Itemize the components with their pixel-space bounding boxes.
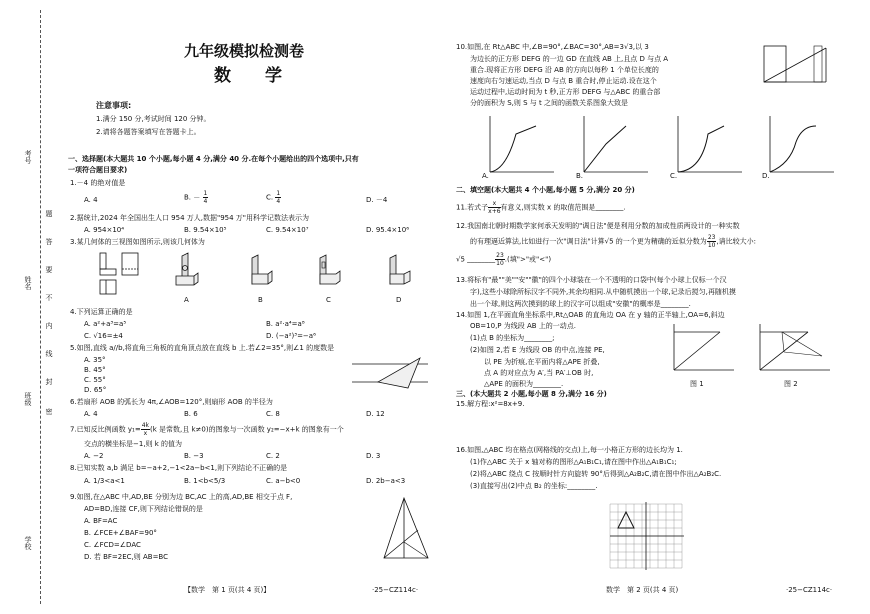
q3-option-a-solid bbox=[172, 252, 202, 292]
q10-option-b: B. bbox=[576, 172, 584, 180]
seal-word: 题 bbox=[45, 210, 53, 217]
page2-footer: 数学 第 2 页(共 4 页) bbox=[606, 586, 679, 594]
q4-option-c: C. √16=±4 bbox=[84, 332, 123, 340]
subject-title: 数 学 bbox=[214, 66, 282, 86]
fraction-numerator: 23 bbox=[496, 252, 504, 259]
q8-option-a: A. 1/3<a<1 bbox=[84, 477, 125, 485]
q2-option-a: A. 954×10⁴ bbox=[84, 226, 125, 234]
q6-option-b: B. 6 bbox=[184, 410, 198, 418]
q10-option-c-graph bbox=[664, 114, 744, 180]
seal-word: 内 bbox=[45, 322, 53, 329]
notice-title: 注意事项: bbox=[96, 101, 132, 110]
q8-option-b: B. 1<b<5/3 bbox=[184, 477, 226, 485]
q5-stem: 5.如图,直线 a//b,将直角三角板的直角顶点放在直线 b 上.若∠2=35°,则∠1 的度数是 bbox=[70, 344, 335, 352]
q14-line3: (1)点 B 的坐标为________; bbox=[470, 334, 555, 342]
fraction-numerator: x bbox=[488, 200, 500, 208]
q10-line2: 为边长的正方形 DEFG 的一边 GD 在直线 AB 上,且点 D 与点 A bbox=[470, 55, 669, 63]
q14-line5: 以 PE 为折痕,在平面内将△APE 折叠, bbox=[484, 358, 600, 366]
q11-stem: 11.若式子 $\frac{x}{x+6}$ 有意义,则实数 x 的取值范围是________. bbox=[456, 200, 626, 215]
section1-header-cont: 一项符合题目要求) bbox=[68, 166, 128, 174]
notice-1: 1.满分 150 分,考试时间 120 分钟。 bbox=[96, 115, 211, 123]
q5-option-c: C. 55° bbox=[84, 376, 106, 384]
q10-option-d: D. bbox=[762, 172, 770, 180]
q2-option-d: D. 95.4×10⁶ bbox=[366, 226, 410, 234]
q10-option-a-graph bbox=[476, 114, 556, 180]
class-label: 班级 bbox=[24, 392, 32, 406]
q6-option-a: A. 4 bbox=[84, 410, 98, 418]
q7-option-a: A. −2 bbox=[84, 452, 104, 460]
q8-option-d: D. 2b−a<3 bbox=[366, 477, 406, 485]
q4-option-b: B. a²·a⁴=a⁸ bbox=[266, 320, 305, 328]
q7-option-c: C. 2 bbox=[266, 452, 280, 460]
page2-code: ·25−CZ114c· bbox=[786, 586, 833, 594]
q10-option-c: C. bbox=[670, 172, 678, 180]
q16-line1: 16.如图,△ABC 均在格点(网格线的交点)上,每一小格正方形的边长均为 1. bbox=[456, 446, 683, 454]
q2-option-b: B. 9.54×10⁵ bbox=[184, 226, 227, 234]
q14-line6: 点 A 的对应点为 A′,当 PA′⊥OB 时, bbox=[484, 369, 594, 377]
q6-option-d: D. 12 bbox=[366, 410, 385, 418]
q13-line2: 字),这些小球除所标汉字不同外,其余均相同.从中随机摸出一个球,记录后搅匀,再随机摸 bbox=[470, 288, 736, 296]
binding-line bbox=[40, 10, 41, 604]
q14-figure-2 bbox=[752, 322, 832, 374]
q13-line1: 13.将标有"最""美""安""徽"的四个小球装在一个不透明的口袋中(每个小球上仅标一个汉 bbox=[456, 276, 727, 284]
q8-stem: 8.已知实数 a,b 满足 b=−a+2,−1<2a−b<1,则下列结论不正确的是 bbox=[70, 464, 288, 472]
q2-stem: 2.据统计,2024 年全国出生人口 954 万人,数据"954 万"用科学记数法表示为 bbox=[70, 214, 310, 222]
q5-parallel-lines-figure bbox=[350, 352, 430, 392]
seal-word: 密 bbox=[45, 408, 53, 415]
q1-option-b: B. － $\frac{1}{4}$ bbox=[184, 190, 208, 205]
q16-line4: (3)直接写出(2)中点 B₂ 的坐标:________. bbox=[470, 482, 598, 490]
q14-line2: OB=10,P 为线段 AB 上的一动点. bbox=[470, 322, 577, 330]
q5-option-a: A. 35° bbox=[84, 356, 106, 364]
q1-option-d: D. －4 bbox=[366, 196, 388, 204]
q10-option-b-graph bbox=[570, 114, 650, 180]
q10-square-triangle-figure bbox=[756, 40, 830, 92]
school-label: 学校 bbox=[24, 536, 32, 550]
q8-option-c: C. a−b<0 bbox=[266, 477, 301, 485]
q3-option-d: D bbox=[396, 296, 402, 304]
seal-word: 线 bbox=[45, 350, 53, 357]
q9-option-d: D. 若 BF=2EC,则 AB=BC bbox=[84, 553, 168, 561]
q16-line2: (1)作△ABC 关于 x 轴对称的图形△A₁B₁C₁,请在图中作出△A₁B₁C₁; bbox=[470, 458, 677, 466]
q2-option-c: C. 9.54×10⁷ bbox=[266, 226, 309, 234]
q16-line3: (2)将△ABC 绕点 C 按顺时针方向旋转 90°后得到△A₂B₂C,请在图中作出△A₂B₂C. bbox=[470, 470, 722, 478]
q14-fig1-caption: 图 1 bbox=[690, 380, 704, 388]
q4-option-a: A. a²+a³=a⁵ bbox=[84, 320, 127, 328]
q7-option-d: D. 3 bbox=[366, 452, 381, 460]
section2-header: 二、填空题(本大题共 4 个小题,每小题 5 分,满分 20 分) bbox=[456, 186, 635, 194]
fraction-denominator: 10 bbox=[707, 242, 716, 249]
fraction-denominator: 10 bbox=[496, 260, 504, 267]
fraction-numerator: 1 bbox=[276, 190, 281, 197]
q12-line2: 的有理逼近算法,比如进行一次"调日法"计算√5 的一个更为精确的近似分数为 $\frac{23}{10}$ ,请比较大小: bbox=[470, 234, 757, 249]
q3-stem: 3.某几何体的三视图如图所示,则该几何体为 bbox=[70, 238, 205, 246]
q10-line6: 分的面积为 S,则 S 与 t 之间的函数关系图象大致是 bbox=[470, 99, 628, 107]
fraction-denominator: 4 bbox=[203, 198, 208, 205]
seal-word: 要 bbox=[45, 266, 53, 273]
q3-three-views-figure bbox=[96, 250, 146, 296]
q5-option-b: B. 45° bbox=[84, 366, 106, 374]
notice-2: 2.请将各题答案填写在答题卡上。 bbox=[96, 128, 201, 136]
q9-option-b: B. ∠FCE+∠BAF=90° bbox=[84, 529, 157, 537]
q3-option-d-solid bbox=[384, 252, 414, 292]
q14-line1: 14.如图 1,在平面直角坐标系中,Rt△OAB 的直角边 OA 在 y 轴的正半轴上,OA=6,斜边 bbox=[456, 311, 725, 319]
q16-grid-figure bbox=[606, 500, 686, 572]
q13-line3: 出一个球,则这两次摸到的球上的汉字可以组成"安徽"的概率是________. bbox=[470, 300, 691, 308]
fraction-denominator: 4 bbox=[276, 198, 281, 205]
page1-footer: 【数学 第 1 页(共 4 页)】 bbox=[184, 586, 271, 594]
fraction-numerator: 23 bbox=[707, 234, 716, 241]
q9-option-c: C. ∠FCD=∠DAC bbox=[84, 541, 141, 549]
fraction-numerator: 4k bbox=[141, 422, 150, 429]
q4-option-d: D. (−a²)³=−a⁶ bbox=[266, 332, 316, 340]
q6-option-c: C. 8 bbox=[266, 410, 280, 418]
q10-option-a: A. bbox=[482, 172, 489, 180]
q10-line5: 运动过程中,运动时间为 t 秒,正方形 DEFG 与△ABC 的重合部 bbox=[470, 88, 661, 96]
seal-word: 封 bbox=[45, 378, 53, 385]
q14-line7: △APE 的面积为________. bbox=[484, 380, 564, 388]
q10-option-d-graph bbox=[756, 114, 836, 180]
q3-option-c: C bbox=[326, 296, 331, 304]
q1-option-c: C. $\frac{1}{4}$ bbox=[266, 190, 281, 205]
q10-line1: 10.如图,在 Rt△ABC 中,∠B=90°,∠BAC=30°,AB=3√3,以 3 bbox=[456, 43, 649, 51]
q10-line3: 重合.现将正方形 DEFG 沿 AB 的方向以每秒 1 个单位长度的 bbox=[470, 66, 659, 74]
q5-option-d: D. 65° bbox=[84, 386, 107, 394]
q9-triangle-figure bbox=[378, 494, 434, 564]
q14-line4: (2)如图 2,若 E 为线段 OB 的中点,连接 PE, bbox=[470, 346, 605, 354]
q14-figure-1 bbox=[666, 322, 736, 374]
q9-option-a: A. BF=AC bbox=[84, 517, 118, 525]
name-label: 姓名 bbox=[24, 276, 32, 290]
fraction-denominator: x+6 bbox=[488, 208, 501, 215]
q12-line3: √5 ________ $\frac{23}{10}$ .(填">"或"<") bbox=[456, 252, 552, 267]
q1-option-a: A. 4 bbox=[84, 196, 98, 204]
q3-option-a: A bbox=[184, 296, 189, 304]
q3-option-b-solid bbox=[246, 252, 276, 292]
q7-option-b: B. −3 bbox=[184, 452, 204, 460]
q15-stem: 15.解方程:x²=8x+9. bbox=[456, 400, 525, 408]
q3-option-b: B bbox=[258, 296, 263, 304]
fraction-numerator: 1 bbox=[203, 190, 208, 197]
exam-title: 九年级模拟检测卷 bbox=[184, 42, 305, 60]
q7-stem: 7.已知反比例函数 y₁= $\frac{4k}{x}$ (k 是常数,且 k≠0)的图象与一次函数 y₂=−x+k 的图象有一个 bbox=[70, 422, 344, 437]
fraction-denominator: x bbox=[143, 430, 148, 437]
q4-stem: 4.下列运算正确的是 bbox=[70, 308, 133, 316]
seal-word: 答 bbox=[45, 238, 53, 245]
seal-word: 不 bbox=[45, 294, 53, 301]
q3-option-c-solid bbox=[314, 252, 344, 292]
q12-line1: 12.我国南北朝时期数学家何承天发明的"调日法"便是利用分数的加成性质两设计的一种实数 bbox=[456, 222, 740, 230]
section1-header: 一、选择题(本大题共 10 个小题,每小题 4 分,满分 40 分.在每个小题给出的四个选项中,只有 bbox=[68, 155, 359, 163]
exam-no-label: 考号 bbox=[24, 150, 32, 164]
q9-stem-cont: AD=BD,连接 CF,则下列结论错误的是 bbox=[84, 505, 203, 513]
q6-stem: 6.若扇形 AOB 的弧长为 4π,∠AOB=120°,则扇形 AOB 的半径为 bbox=[70, 398, 273, 406]
q9-stem: 9.如图,在△ABC 中,AD,BE 分别为边 BC,AC 上的高,AD,BE 相交于点 F, bbox=[70, 493, 293, 501]
section3-header: 三、(本大题共 2 小题,每小题 8 分,满分 16 分) bbox=[456, 390, 607, 398]
q14-fig2-caption: 图 2 bbox=[784, 380, 798, 388]
q7-stem-cont: 交点的横坐标是−1,则 k 的值为 bbox=[84, 440, 183, 448]
q1-stem: 1.－4 的绝对值是 bbox=[70, 179, 126, 187]
page1-code: ·25−CZ114c· bbox=[372, 586, 419, 594]
q10-line4: 速度向右匀速运动,当点 D 与点 B 重合时,停止运动.设在这个 bbox=[470, 77, 657, 85]
